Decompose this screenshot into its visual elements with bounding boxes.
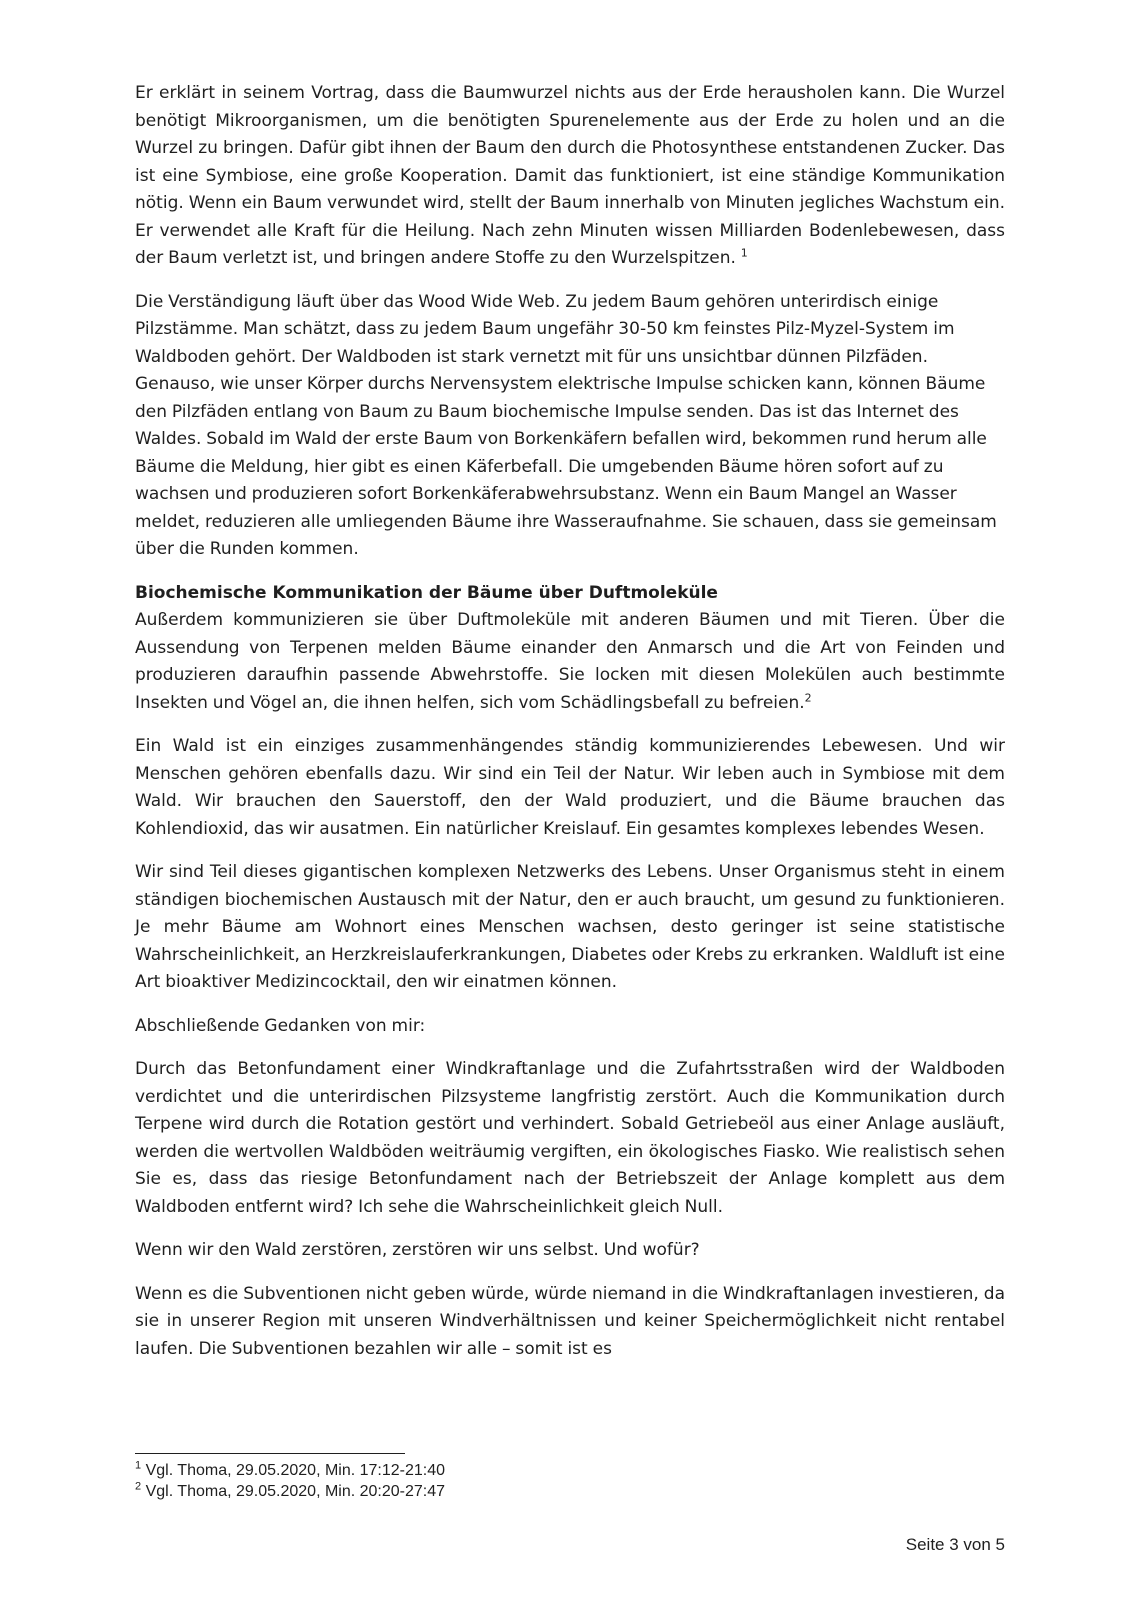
page-number: Seite 3 von 5 bbox=[905, 1535, 1005, 1554]
section-heading: Biochemische Kommunikation der Bäume über Duftmoleküle bbox=[135, 582, 718, 603]
paragraph-4: Ein Wald ist ein einziges zusammenhängendes ständig kommunizierendes Lebewesen. Und wir Menschen gehören ebenfalls dazu. Wir sind ein Teil der Natur. Wir leben auch in Symbiose mit dem Wald. Wir brauchen den Sauerstoff, den der Wald produziert, und die Bäume brauchen das Kohlendioxid, das wir ausatmen. Ein natürlicher Kreislauf. Ein gesamtes komplexes lebendes Wesen. bbox=[135, 736, 1005, 839]
paragraph-1 bbox=[135, 80, 1005, 273]
paragraph-5: Wir sind Teil dieses gigantischen komplexen Netzwerks des Lebens. Unser Organismus steht in einem ständigen biochemischen Austausch mit der Natur, den er auch braucht, um gesund zu funktionieren. Je mehr Bäume am Wohnort eines Menschen wachsen, desto geringer ist seine statistische Wahrscheinlichkeit, an Herzkreislauferkrankungen, Diabetes oder Krebs zu erkranken. Waldluft ist eine Art bioaktiver Medizincocktail, den wir einatmen können. bbox=[135, 862, 1005, 992]
paragraph-3-text: Außerdem kommunizieren sie über Duftmoleküle mit anderen Bäumen und mit Tieren. Über die Aussendung von Terpenen melden Bäume einander den Anmarsch und die Art von Feinden und produzieren daraufhin passende Abwehrstoffe. Sie locken mit diesen Molekülen auch bestimmte Insekten und Vögel an, die ihnen helfen, sich vom Schädlingsbefall zu befreien. bbox=[135, 610, 1005, 713]
footnote-1 bbox=[135, 1460, 445, 1481]
paragraph-7: Durch das Betonfundament einer Windkraftanlage und die Zufahrtsstraßen wird der Waldboden verdichtet und die unterirdischen Pilzsysteme langfristig zerstört. Auch die Kommunikation durch Terpene wird durch die Rotation gestört und verhindert. Sobald Getriebeöl aus einer Anlage ausläuft, werden die wertvollen Waldböden weiträumig vergiften, ein ökologisches Fiasko. Wie realistisch sehen Sie es, dass das riesige Betonfundament nach der Betriebszeit der Anlage komplett aus dem Waldboden entfernt wird? Ich sehe die Wahrscheinlichkeit gleich Null. bbox=[135, 1059, 1005, 1217]
footnote-ref-1: 1 bbox=[740, 246, 748, 260]
footnote-separator bbox=[135, 1453, 405, 1454]
paragraph-2: Die Verständigung läuft über das Wood Wide Web. Zu jedem Baum gehören unterirdisch einige Pilzstämme. Man schätzt, dass zu jedem Baum ungefähr 30-50 km feinstes Pilz-Myzel-System im Waldboden gehört. Der Waldboden ist stark vernetzt mit für uns unsichtbar dünnen Pilzfäden. Genauso, wie unser Körper durchs Nervensystem elektrische Impulse schicken kann, können Bäume den Pilzfäden entlang von Baum zu Baum biochemische Impulse senden. Das ist das Internet des Waldes. Sobald im Wald der erste Baum von Borkenkäfern befallen wird, bekommen rund herum alle Bäume die Meldung, hier gibt es einen Käferbefall. Die umgebenden Bäume hören sofort auf zu wachsen und produzieren sofort Borkenkäferabwehrsubstanz. Wenn ein Baum Mangel an Wasser meldet, reduzieren alle umliegenden Bäume ihre Wasseraufnahme. Sie schauen, dass sie gemeinsam über die Runden kommen. bbox=[135, 291, 997, 559]
footnote-1-number: 1 bbox=[135, 1459, 142, 1472]
paragraph-8: Wenn wir den Wald zerstören, zerstören wir uns selbst. Und wofür? bbox=[135, 1240, 700, 1260]
paragraph-1-text: Er erklärt in seinem Vortrag, dass die Baumwurzel nichts aus der Erde herausholen kann. Die Wurzel benötigt Mikroorganismen, um die benötigten Spurenelemente aus der Erde zu holen und an die Wurzel zu bringen. Dafür gibt ihnen der Baum den durch die Photosynthese entstandenen Zucker. Das ist eine Symbiose, eine große Kooperation. Damit das funktioniert, ist eine ständige Kommunikation nötig. Wenn ein Baum verwundet wird, stellt der Baum innerhalb von Minuten jegliches Wachstum ein. Er verwendet alle Kraft für die Heilung. Nach zehn Minuten wissen Milliarden Bodenlebewesen, dass der Baum verletzt ist, und bringen andere Stoffe zu den Wurzelspitzen. bbox=[135, 83, 1005, 268]
document-body bbox=[135, 80, 1005, 1379]
paragraph-3 bbox=[135, 607, 1005, 717]
paragraph-9: Wenn es die Subventionen nicht geben würde, würde niemand in die Windkraftanlagen investieren, da sie in unserer Region mit unseren Windverhältnissen und keiner Speichermöglichkeit nicht rentabel laufen. Die Subventionen bezahlen wir alle – somit ist es bbox=[135, 1283, 1005, 1359]
footnotes bbox=[135, 1460, 445, 1502]
footnote-1-text: Vgl. Thoma, 29.05.2020, Min. 17:12-21:40 bbox=[145, 1462, 446, 1479]
footnote-2-number: 2 bbox=[135, 1480, 142, 1493]
footnote-2 bbox=[135, 1481, 445, 1502]
footnote-2-text: Vgl. Thoma, 29.05.2020, Min. 20:20-27:47 bbox=[145, 1483, 446, 1500]
footnote-ref-2: 2 bbox=[804, 690, 812, 704]
paragraph-6: Abschließende Gedanken von mir: bbox=[135, 1015, 426, 1036]
